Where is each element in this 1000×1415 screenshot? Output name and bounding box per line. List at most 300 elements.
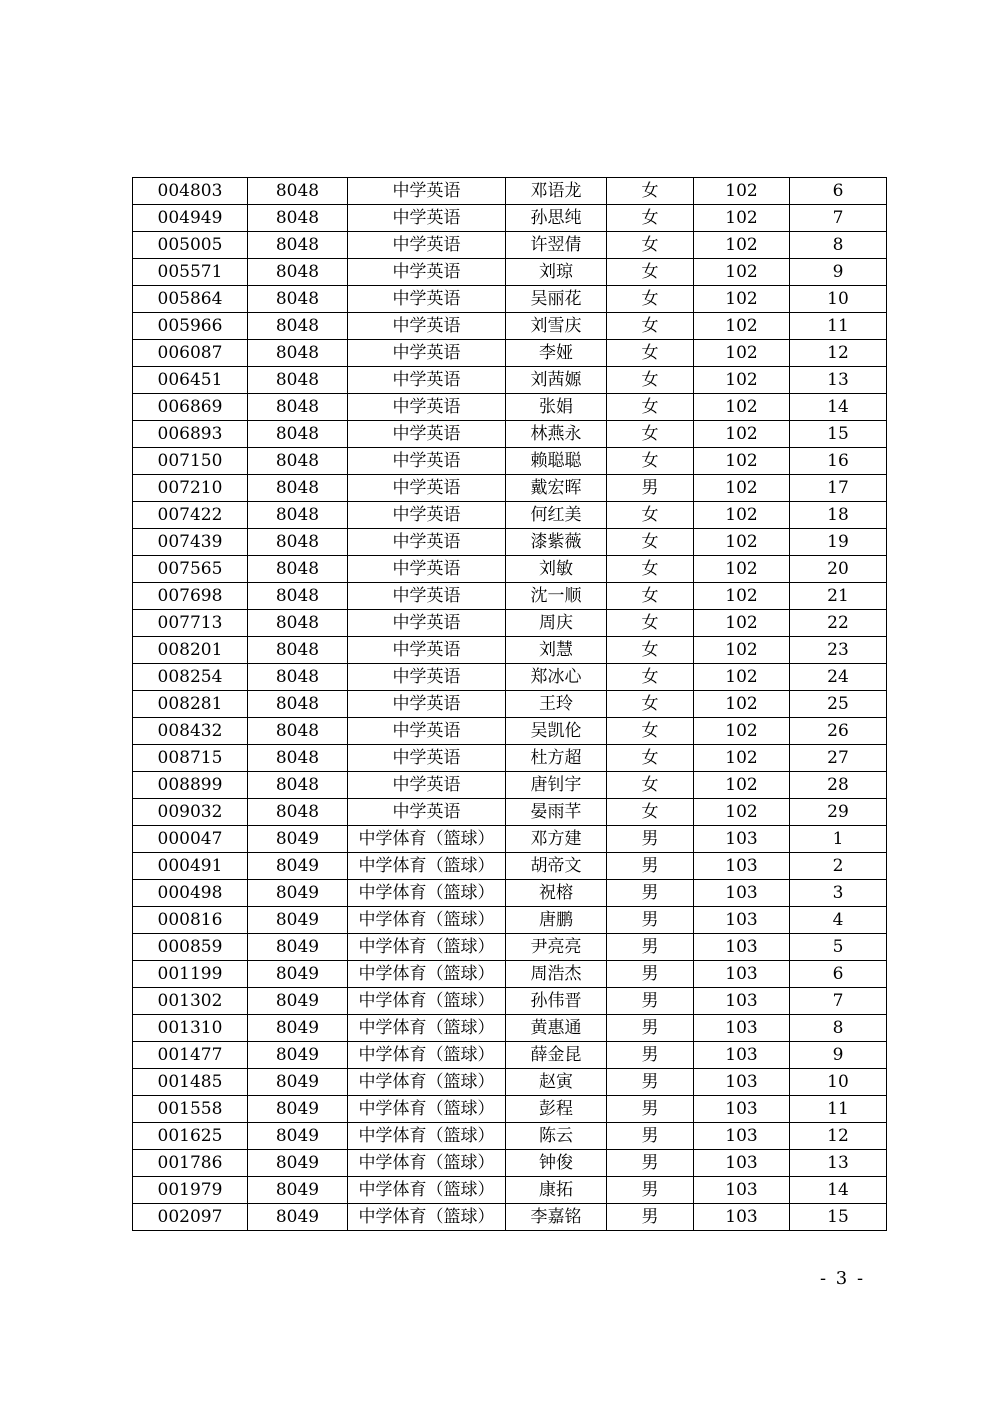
table-row <box>133 259 887 286</box>
candidate-id-cell: 007439 <box>133 529 248 556</box>
table-row <box>133 853 887 880</box>
name-cell: 赖聪聪 <box>506 448 607 475</box>
gender-cell: 女 <box>607 637 694 664</box>
subject-cell: 中学英语 <box>348 772 506 799</box>
room-cell: 102 <box>694 421 790 448</box>
gender-cell: 男 <box>607 1177 694 1204</box>
room-cell: 102 <box>694 259 790 286</box>
subject-cell: 中学体育（篮球） <box>348 1150 506 1177</box>
candidate-id-cell: 000047 <box>133 826 248 853</box>
table-row <box>133 826 887 853</box>
gender-cell: 男 <box>607 475 694 502</box>
subject-cell: 中学英语 <box>348 448 506 475</box>
room-cell: 102 <box>694 502 790 529</box>
seat-cell: 23 <box>790 637 887 664</box>
table-row <box>133 340 887 367</box>
seat-cell: 16 <box>790 448 887 475</box>
seat-cell: 27 <box>790 745 887 772</box>
position-code-cell: 8048 <box>248 799 348 826</box>
name-cell: 吴丽花 <box>506 286 607 313</box>
name-cell: 孙伟晋 <box>506 988 607 1015</box>
subject-cell: 中学英语 <box>348 259 506 286</box>
position-code-cell: 8048 <box>248 691 348 718</box>
subject-cell: 中学英语 <box>348 664 506 691</box>
subject-cell: 中学英语 <box>348 799 506 826</box>
gender-cell: 男 <box>607 907 694 934</box>
name-cell: 唐鹏 <box>506 907 607 934</box>
subject-cell: 中学英语 <box>348 313 506 340</box>
seat-cell: 11 <box>790 1096 887 1123</box>
room-cell: 102 <box>694 637 790 664</box>
position-code-cell: 8048 <box>248 421 348 448</box>
table-row <box>133 475 887 502</box>
candidate-id-cell: 008899 <box>133 772 248 799</box>
position-code-cell: 8049 <box>248 826 348 853</box>
name-cell: 沈一顺 <box>506 583 607 610</box>
room-cell: 103 <box>694 934 790 961</box>
subject-cell: 中学英语 <box>348 502 506 529</box>
gender-cell: 女 <box>607 178 694 205</box>
seat-cell: 22 <box>790 610 887 637</box>
name-cell: 刘琼 <box>506 259 607 286</box>
room-cell: 102 <box>694 556 790 583</box>
gender-cell: 女 <box>607 448 694 475</box>
name-cell: 刘慧 <box>506 637 607 664</box>
room-cell: 103 <box>694 826 790 853</box>
subject-cell: 中学英语 <box>348 286 506 313</box>
room-cell: 102 <box>694 529 790 556</box>
room-cell: 103 <box>694 1177 790 1204</box>
subject-cell: 中学体育（篮球） <box>348 1015 506 1042</box>
roster-table-body <box>133 178 887 1231</box>
table-row <box>133 1177 887 1204</box>
room-cell: 103 <box>694 1015 790 1042</box>
position-code-cell: 8048 <box>248 178 348 205</box>
table-row <box>133 232 887 259</box>
room-cell: 103 <box>694 961 790 988</box>
candidate-id-cell: 004803 <box>133 178 248 205</box>
gender-cell: 男 <box>607 826 694 853</box>
candidate-id-cell: 006893 <box>133 421 248 448</box>
name-cell: 郑冰心 <box>506 664 607 691</box>
subject-cell: 中学英语 <box>348 178 506 205</box>
room-cell: 102 <box>694 205 790 232</box>
name-cell: 周庆 <box>506 610 607 637</box>
gender-cell: 男 <box>607 988 694 1015</box>
subject-cell: 中学英语 <box>348 394 506 421</box>
subject-cell: 中学体育（篮球） <box>348 988 506 1015</box>
name-cell: 陈云 <box>506 1123 607 1150</box>
gender-cell: 男 <box>607 1204 694 1231</box>
table-row <box>133 1042 887 1069</box>
table-row <box>133 1096 887 1123</box>
seat-cell: 14 <box>790 394 887 421</box>
room-cell: 102 <box>694 664 790 691</box>
position-code-cell: 8049 <box>248 988 348 1015</box>
position-code-cell: 8048 <box>248 259 348 286</box>
room-cell: 102 <box>694 340 790 367</box>
page-number: - 3 - <box>820 1268 866 1289</box>
candidate-id-cell: 000498 <box>133 880 248 907</box>
position-code-cell: 8048 <box>248 448 348 475</box>
seat-cell: 25 <box>790 691 887 718</box>
seat-cell: 19 <box>790 529 887 556</box>
room-cell: 102 <box>694 367 790 394</box>
candidate-id-cell: 001199 <box>133 961 248 988</box>
candidate-id-cell: 001477 <box>133 1042 248 1069</box>
candidate-id-cell: 007565 <box>133 556 248 583</box>
candidate-id-cell: 008281 <box>133 691 248 718</box>
position-code-cell: 8049 <box>248 880 348 907</box>
room-cell: 102 <box>694 799 790 826</box>
gender-cell: 女 <box>607 286 694 313</box>
room-cell: 103 <box>694 1042 790 1069</box>
subject-cell: 中学体育（篮球） <box>348 853 506 880</box>
table-row <box>133 286 887 313</box>
position-code-cell: 8048 <box>248 502 348 529</box>
subject-cell: 中学英语 <box>348 367 506 394</box>
name-cell: 漆紫薇 <box>506 529 607 556</box>
subject-cell: 中学英语 <box>348 745 506 772</box>
name-cell: 杜方超 <box>506 745 607 772</box>
seat-cell: 13 <box>790 367 887 394</box>
seat-cell: 6 <box>790 961 887 988</box>
candidate-id-cell: 008201 <box>133 637 248 664</box>
subject-cell: 中学英语 <box>348 340 506 367</box>
table-row <box>133 1123 887 1150</box>
candidate-id-cell: 005571 <box>133 259 248 286</box>
table-row <box>133 745 887 772</box>
table-row <box>133 799 887 826</box>
gender-cell: 女 <box>607 583 694 610</box>
subject-cell: 中学体育（篮球） <box>348 826 506 853</box>
table-row <box>133 421 887 448</box>
gender-cell: 女 <box>607 718 694 745</box>
name-cell: 许翌倩 <box>506 232 607 259</box>
seat-cell: 17 <box>790 475 887 502</box>
gender-cell: 女 <box>607 259 694 286</box>
room-cell: 102 <box>694 475 790 502</box>
candidate-id-cell: 001786 <box>133 1150 248 1177</box>
room-cell: 102 <box>694 610 790 637</box>
room-cell: 103 <box>694 1150 790 1177</box>
name-cell: 李娅 <box>506 340 607 367</box>
candidate-id-cell: 006087 <box>133 340 248 367</box>
position-code-cell: 8048 <box>248 529 348 556</box>
candidate-id-cell: 007713 <box>133 610 248 637</box>
position-code-cell: 8048 <box>248 286 348 313</box>
candidate-id-cell: 000816 <box>133 907 248 934</box>
subject-cell: 中学体育（篮球） <box>348 1177 506 1204</box>
table-row <box>133 1204 887 1231</box>
position-code-cell: 8049 <box>248 1069 348 1096</box>
name-cell: 周浩杰 <box>506 961 607 988</box>
name-cell: 林燕永 <box>506 421 607 448</box>
gender-cell: 男 <box>607 853 694 880</box>
seat-cell: 13 <box>790 1150 887 1177</box>
name-cell: 邓方建 <box>506 826 607 853</box>
room-cell: 103 <box>694 853 790 880</box>
room-cell: 103 <box>694 1096 790 1123</box>
seat-cell: 7 <box>790 988 887 1015</box>
gender-cell: 男 <box>607 1069 694 1096</box>
table-row <box>133 880 887 907</box>
table-row <box>133 718 887 745</box>
subject-cell: 中学体育（篮球） <box>348 1123 506 1150</box>
name-cell: 邓语龙 <box>506 178 607 205</box>
seat-cell: 12 <box>790 340 887 367</box>
seat-cell: 14 <box>790 1177 887 1204</box>
seat-cell: 5 <box>790 934 887 961</box>
roster-table <box>132 177 887 1231</box>
room-cell: 102 <box>694 583 790 610</box>
subject-cell: 中学体育（篮球） <box>348 961 506 988</box>
table-row <box>133 367 887 394</box>
position-code-cell: 8049 <box>248 961 348 988</box>
seat-cell: 24 <box>790 664 887 691</box>
seat-cell: 2 <box>790 853 887 880</box>
table-row <box>133 1069 887 1096</box>
subject-cell: 中学体育（篮球） <box>348 1204 506 1231</box>
subject-cell: 中学体育（篮球） <box>348 1042 506 1069</box>
name-cell: 晏雨芊 <box>506 799 607 826</box>
table-row <box>133 961 887 988</box>
gender-cell: 女 <box>607 232 694 259</box>
seat-cell: 10 <box>790 286 887 313</box>
gender-cell: 女 <box>607 502 694 529</box>
gender-cell: 男 <box>607 1150 694 1177</box>
position-code-cell: 8048 <box>248 718 348 745</box>
position-code-cell: 8049 <box>248 1204 348 1231</box>
subject-cell: 中学英语 <box>348 529 506 556</box>
name-cell: 刘敏 <box>506 556 607 583</box>
seat-cell: 6 <box>790 178 887 205</box>
gender-cell: 女 <box>607 205 694 232</box>
subject-cell: 中学体育（篮球） <box>348 880 506 907</box>
subject-cell: 中学体育（篮球） <box>348 907 506 934</box>
name-cell: 孙思纯 <box>506 205 607 232</box>
table-row <box>133 907 887 934</box>
table-row <box>133 394 887 421</box>
room-cell: 102 <box>694 394 790 421</box>
candidate-id-cell: 001302 <box>133 988 248 1015</box>
gender-cell: 男 <box>607 961 694 988</box>
position-code-cell: 8049 <box>248 1096 348 1123</box>
seat-cell: 7 <box>790 205 887 232</box>
gender-cell: 男 <box>607 1015 694 1042</box>
gender-cell: 女 <box>607 556 694 583</box>
table-row <box>133 205 887 232</box>
seat-cell: 1 <box>790 826 887 853</box>
room-cell: 102 <box>694 772 790 799</box>
room-cell: 102 <box>694 691 790 718</box>
table-row <box>133 583 887 610</box>
gender-cell: 女 <box>607 772 694 799</box>
candidate-id-cell: 006451 <box>133 367 248 394</box>
subject-cell: 中学体育（篮球） <box>348 934 506 961</box>
subject-cell: 中学英语 <box>348 637 506 664</box>
name-cell: 刘茜嫄 <box>506 367 607 394</box>
position-code-cell: 8048 <box>248 475 348 502</box>
seat-cell: 18 <box>790 502 887 529</box>
seat-cell: 10 <box>790 1069 887 1096</box>
position-code-cell: 8049 <box>248 934 348 961</box>
subject-cell: 中学体育（篮球） <box>348 1096 506 1123</box>
room-cell: 103 <box>694 1069 790 1096</box>
subject-cell: 中学英语 <box>348 691 506 718</box>
seat-cell: 15 <box>790 421 887 448</box>
seat-cell: 4 <box>790 907 887 934</box>
subject-cell: 中学英语 <box>348 205 506 232</box>
gender-cell: 女 <box>607 610 694 637</box>
subject-cell: 中学英语 <box>348 556 506 583</box>
room-cell: 103 <box>694 1204 790 1231</box>
seat-cell: 20 <box>790 556 887 583</box>
gender-cell: 女 <box>607 745 694 772</box>
candidate-id-cell: 006869 <box>133 394 248 421</box>
seat-cell: 21 <box>790 583 887 610</box>
candidate-id-cell: 005005 <box>133 232 248 259</box>
room-cell: 102 <box>694 313 790 340</box>
candidate-id-cell: 001558 <box>133 1096 248 1123</box>
candidate-id-cell: 008254 <box>133 664 248 691</box>
name-cell: 李嘉铭 <box>506 1204 607 1231</box>
room-cell: 102 <box>694 745 790 772</box>
gender-cell: 男 <box>607 1123 694 1150</box>
table-row <box>133 502 887 529</box>
position-code-cell: 8049 <box>248 1042 348 1069</box>
candidate-id-cell: 005966 <box>133 313 248 340</box>
candidate-id-cell: 001310 <box>133 1015 248 1042</box>
seat-cell: 29 <box>790 799 887 826</box>
candidate-id-cell: 008715 <box>133 745 248 772</box>
position-code-cell: 8048 <box>248 394 348 421</box>
name-cell: 祝榕 <box>506 880 607 907</box>
name-cell: 吴凯伦 <box>506 718 607 745</box>
gender-cell: 女 <box>607 691 694 718</box>
name-cell: 黄惠通 <box>506 1015 607 1042</box>
subject-cell: 中学英语 <box>348 610 506 637</box>
position-code-cell: 8049 <box>248 1150 348 1177</box>
seat-cell: 12 <box>790 1123 887 1150</box>
room-cell: 103 <box>694 880 790 907</box>
candidate-id-cell: 004949 <box>133 205 248 232</box>
room-cell: 103 <box>694 1123 790 1150</box>
room-cell: 102 <box>694 448 790 475</box>
room-cell: 103 <box>694 988 790 1015</box>
subject-cell: 中学英语 <box>348 232 506 259</box>
table-row <box>133 610 887 637</box>
name-cell: 薛金昆 <box>506 1042 607 1069</box>
table-row <box>133 1150 887 1177</box>
gender-cell: 男 <box>607 1096 694 1123</box>
name-cell: 戴宏晖 <box>506 475 607 502</box>
position-code-cell: 8048 <box>248 205 348 232</box>
name-cell: 何红美 <box>506 502 607 529</box>
seat-cell: 9 <box>790 1042 887 1069</box>
name-cell: 胡帝文 <box>506 853 607 880</box>
position-code-cell: 8048 <box>248 583 348 610</box>
position-code-cell: 8048 <box>248 637 348 664</box>
name-cell: 刘雪庆 <box>506 313 607 340</box>
subject-cell: 中学英语 <box>348 583 506 610</box>
table-row <box>133 772 887 799</box>
name-cell: 赵寅 <box>506 1069 607 1096</box>
position-code-cell: 8049 <box>248 907 348 934</box>
room-cell: 102 <box>694 232 790 259</box>
name-cell: 彭程 <box>506 1096 607 1123</box>
table-row <box>133 556 887 583</box>
position-code-cell: 8048 <box>248 610 348 637</box>
position-code-cell: 8049 <box>248 1123 348 1150</box>
position-code-cell: 8048 <box>248 340 348 367</box>
seat-cell: 3 <box>790 880 887 907</box>
candidate-id-cell: 009032 <box>133 799 248 826</box>
room-cell: 102 <box>694 718 790 745</box>
seat-cell: 28 <box>790 772 887 799</box>
position-code-cell: 8049 <box>248 853 348 880</box>
name-cell: 康拓 <box>506 1177 607 1204</box>
gender-cell: 女 <box>607 394 694 421</box>
table-row <box>133 988 887 1015</box>
gender-cell: 女 <box>607 367 694 394</box>
gender-cell: 女 <box>607 529 694 556</box>
subject-cell: 中学英语 <box>348 718 506 745</box>
name-cell: 王玲 <box>506 691 607 718</box>
room-cell: 103 <box>694 907 790 934</box>
gender-cell: 男 <box>607 1042 694 1069</box>
room-cell: 102 <box>694 178 790 205</box>
position-code-cell: 8049 <box>248 1015 348 1042</box>
name-cell: 唐钊宇 <box>506 772 607 799</box>
position-code-cell: 8048 <box>248 664 348 691</box>
room-cell: 102 <box>694 286 790 313</box>
candidate-id-cell: 000859 <box>133 934 248 961</box>
subject-cell: 中学英语 <box>348 421 506 448</box>
candidate-id-cell: 001625 <box>133 1123 248 1150</box>
table-row <box>133 178 887 205</box>
candidate-id-cell: 007150 <box>133 448 248 475</box>
candidate-id-cell: 007422 <box>133 502 248 529</box>
seat-cell: 9 <box>790 259 887 286</box>
position-code-cell: 8048 <box>248 772 348 799</box>
position-code-cell: 8048 <box>248 313 348 340</box>
gender-cell: 男 <box>607 934 694 961</box>
position-code-cell: 8048 <box>248 556 348 583</box>
candidate-id-cell: 001485 <box>133 1069 248 1096</box>
gender-cell: 女 <box>607 313 694 340</box>
gender-cell: 女 <box>607 799 694 826</box>
gender-cell: 女 <box>607 664 694 691</box>
seat-cell: 8 <box>790 232 887 259</box>
candidate-id-cell: 001979 <box>133 1177 248 1204</box>
table-row <box>133 313 887 340</box>
candidate-id-cell: 005864 <box>133 286 248 313</box>
seat-cell: 8 <box>790 1015 887 1042</box>
seat-cell: 26 <box>790 718 887 745</box>
position-code-cell: 8048 <box>248 745 348 772</box>
table-row <box>133 529 887 556</box>
name-cell: 钟俊 <box>506 1150 607 1177</box>
name-cell: 张娟 <box>506 394 607 421</box>
position-code-cell: 8048 <box>248 232 348 259</box>
name-cell: 尹亮亮 <box>506 934 607 961</box>
candidate-id-cell: 008432 <box>133 718 248 745</box>
table-row <box>133 934 887 961</box>
table-row <box>133 691 887 718</box>
candidate-id-cell: 000491 <box>133 853 248 880</box>
candidate-id-cell: 007210 <box>133 475 248 502</box>
